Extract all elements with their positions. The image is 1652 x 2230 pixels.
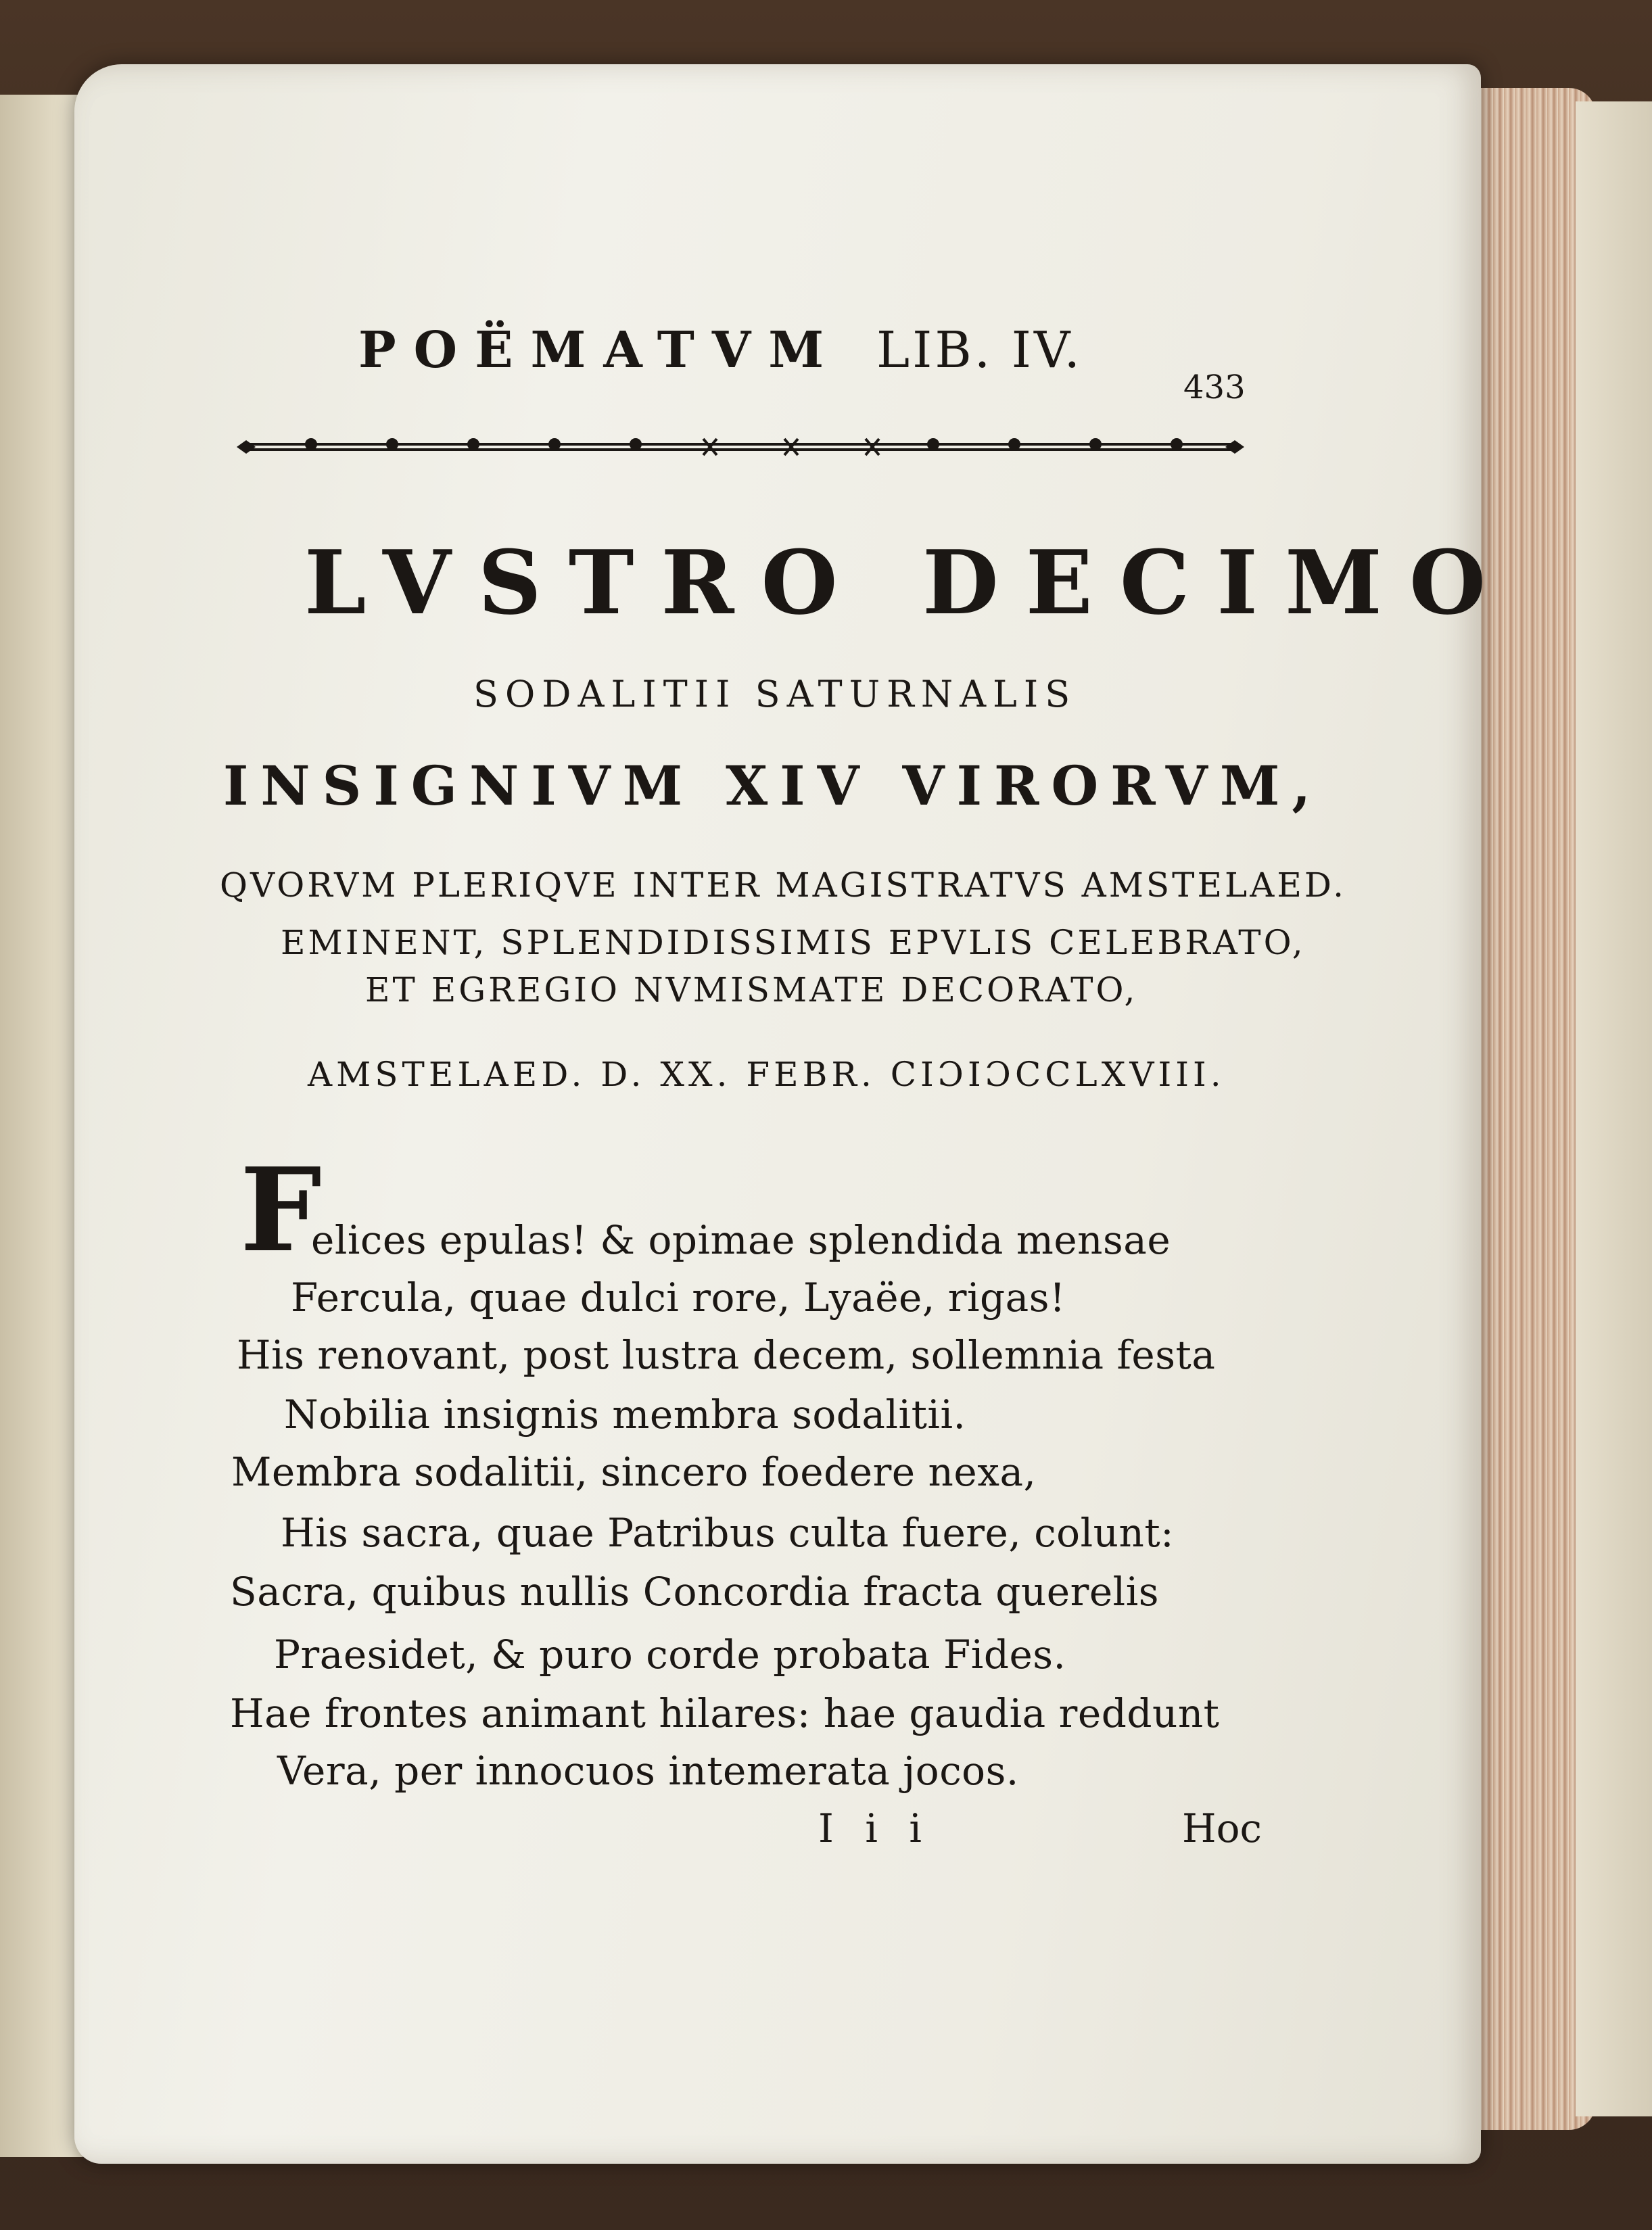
verse-line: Praesidet, & puro corde probata Fides. [274,1632,1066,1678]
verse-line: His sacra, quae Patribus culta fuere, colunt: [281,1510,1175,1556]
ornamental-rule [237,435,1244,458]
book-cover-edge [1576,101,1652,2116]
verse-line: elices epulas! & opimae splendida mensae [311,1217,1171,1263]
signature-mark: I i i [818,1805,931,1851]
description-line: ET EGREGIO NVMISMATE DECORATO, [365,970,1138,1010]
running-head-title: POËMATVM [358,321,842,379]
description-line: QVORVM PLERIQVE INTER MAGISTRATVS AMSTELAED. [220,865,1347,905]
drop-cap: F [240,1143,322,1278]
description-line: EMINENT, SPLENDIDISSIMIS EPVLIS CELEBRATO, [281,923,1306,962]
poem-subtitle-1: SODALITII SATURNALIS [473,673,1077,715]
verse-line: Fercula, quae dulci rore, Lyaëe, rigas! [291,1275,1066,1321]
date-line: AMSTELAED. D. XX. FEBR. CIƆIƆCCLXVIII. [308,1055,1225,1094]
running-head-book: LIB. IV. [876,321,1083,379]
poem-subtitle-2: INSIGNIVM XIV VIRORVM, [223,754,1323,817]
verse-line: Hae frontes animant hilares: hae gaudia reddunt [230,1690,1220,1736]
page-number: 433 [1183,369,1246,406]
verse-line: Nobilia insignis membra sodalitii. [284,1392,966,1438]
poem-title: LVSTRO DECIMO [304,531,1513,634]
verse-line: Sacra, quibus nullis Concordia fracta querelis [230,1569,1160,1615]
book-page [74,64,1513,2164]
running-head [358,321,1083,379]
verse-line: Membra sodalitii, sincero foedere nexa, [231,1449,1037,1495]
verse-line: Vera, per innocuos intemerata jocos. [277,1748,1019,1794]
verse-line: His renovant, post lustra decem, sollemnia festa [237,1332,1216,1378]
catchword: Hoc [1182,1805,1262,1851]
